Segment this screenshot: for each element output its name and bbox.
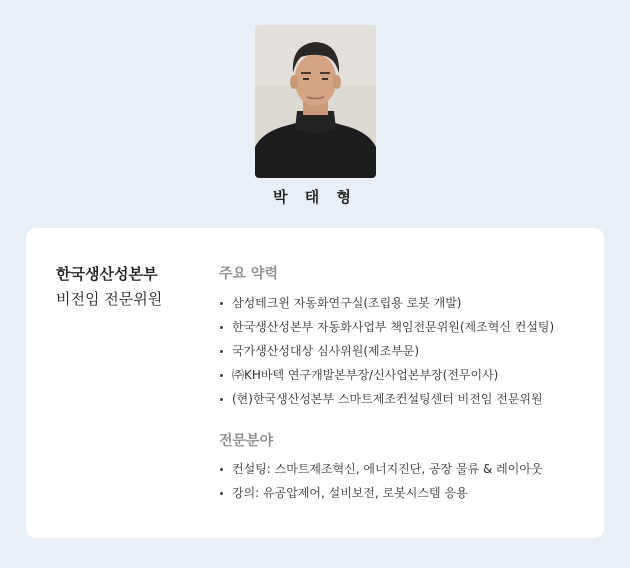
expertise-section-title: 전문분야 [219, 433, 274, 449]
career-item: (현)한국생산성본부 스마트제조컨설팅센터 비전임 전문위원 [219, 387, 554, 411]
career-list [219, 291, 554, 411]
affiliation-position: 비전임 전문위원 [56, 290, 163, 308]
affiliation [56, 262, 162, 312]
affiliation-org: 한국생산성본부 [56, 265, 158, 283]
expertise-item: 컨설팅: 스마트제조혁신, 에너지진단, 공장 물류 & 레이아웃 [219, 457, 543, 481]
expertise-list [219, 457, 543, 505]
person-name: 박 태 형 [273, 188, 357, 206]
person-portrait-image [255, 25, 376, 178]
career-item: 삼성테크윈 자동화연구실(조립용 로봇 개발) [219, 291, 554, 315]
profile-photo [255, 25, 376, 178]
profile-card [26, 228, 604, 538]
expertise-item: 강의: 유공압제어, 설비보전, 로봇시스템 응용 [219, 481, 543, 505]
career-item: 국가생산성대상 심사위원(제조부문) [219, 339, 554, 363]
career-item: ㈜KH바텍 연구개발본부장/신사업본부장(전무이사) [219, 363, 554, 387]
career-item: 한국생산성본부 자동화사업부 책임전문위원(제조혁신 컨설팅) [219, 315, 554, 339]
career-section-title: 주요 약력 [219, 266, 278, 282]
